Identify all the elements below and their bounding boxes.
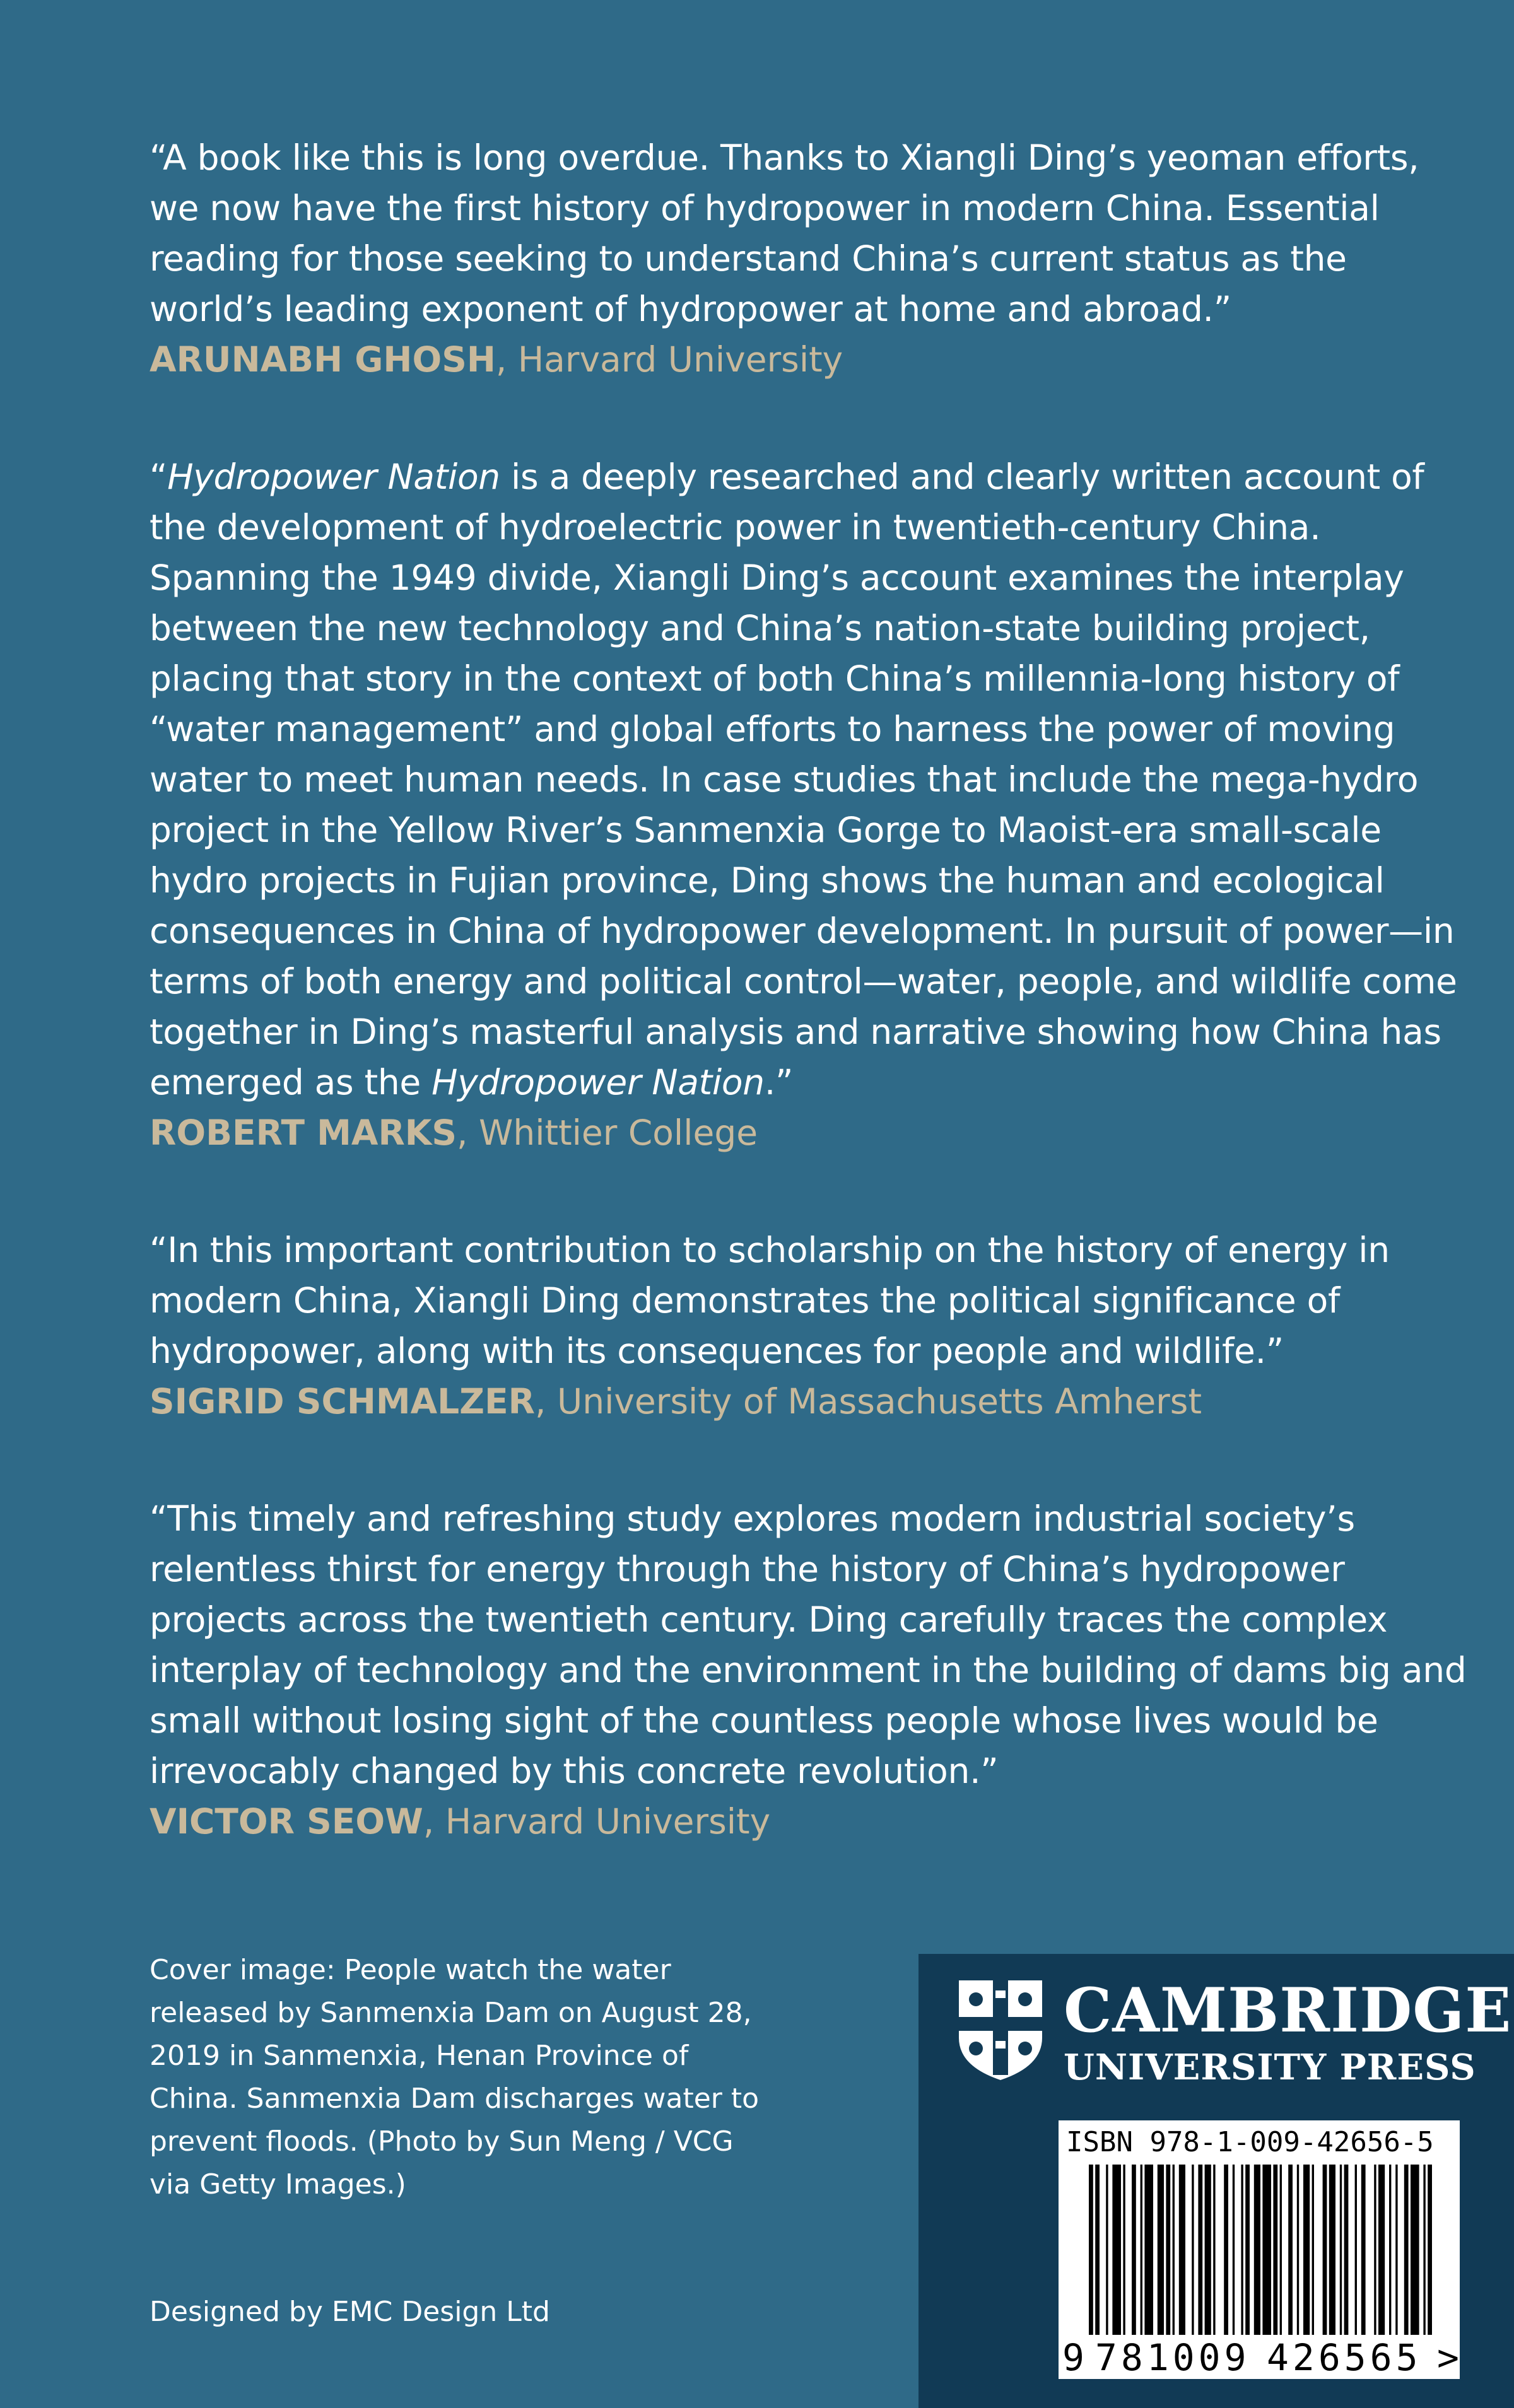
reviews-section [150,132,1474,1914]
review-quote: “In this important contribution to scholarship on the history of energy in modern China, Xiangli Ding demonstrates the political significance of hydropower, along with its consequences for people and wildlife.” [150,1230,1390,1371]
barcode-bar [1144,2165,1153,2335]
reviewer-name: SIGRID SCHMALZER [150,1381,535,1422]
review-quote: “A book like this is long overdue. Thanks to Xiangli Ding’s yeoman efforts, we now have the first history of hydropower in modern China. Essential reading for those seeking to understand China’s current status as the world’s leading exponent of hydropower at home and abroad.” [150,137,1419,329]
reviewer-affiliation: , Whittier College [457,1113,758,1153]
barcode-bar [1340,2165,1342,2335]
barcode-bar [1224,2165,1228,2335]
barcode-bar [1344,2165,1349,2335]
barcode-graphic [1059,2120,1460,2379]
book-title: Hydropower Nation [431,1062,765,1102]
barcode-bar [1280,2165,1282,2335]
barcode-bar [1355,2165,1357,2335]
reviewer-affiliation: , Harvard University [495,339,843,380]
barcode-trail-mark: > [1437,2336,1459,2379]
barcode-bar [1166,2165,1170,2335]
quote-close: .” [764,1062,794,1102]
review-quote: “This timely and refreshing study explores modern industrial society’s relentless thirst for energy through the history of China’s hydropower projects across the twentieth century. Ding carefully traces the complex interplay of technology and the environment in the building of dams big and small without losing sight of the countless people whose lives would be irrevocably changed by this concrete revolution.” [150,1499,1467,1791]
barcode-bar [1312,2165,1314,2335]
barcode-bar [1329,2165,1335,2335]
barcode-digit-lead: 9 [1062,2336,1084,2379]
university-crest-icon [956,1978,1045,2082]
barcode-bar [1297,2165,1299,2335]
barcode-bar [1361,2165,1366,2335]
review-2 [150,452,1474,1158]
barcode-bar [1262,2165,1271,2335]
barcode-digits-left: 781009 [1095,2336,1250,2379]
book-title: Hydropower Nation [167,457,500,497]
barcode-bar [1233,2165,1235,2335]
reviewer-affiliation: , Harvard University [423,1801,771,1842]
publisher-panel [918,1954,1514,2408]
barcode-bar [1254,2165,1260,2335]
barcode-bar [1411,2165,1419,2335]
barcode-bar [1428,2165,1432,2335]
quote-open: “ [150,457,168,497]
quote-body: is a deeply researched and clearly written account of the development of hydroelectric power in twentieth-century China. Spanning the 1949 divide, Xiangli Ding’s account examines the interplay between the new technology and China’s nation-state building project, placing that story in the context of both China’s millennia-long history of “water management” and global efforts to harness the power of moving water to meet human needs. In case studies that include the mega-hydro project in the Yellow River’s Sanmenxia Gorge to Maoist-era small-scale hydro projects in Fujian province, Ding shows the human and ecological consequences in China of hydropower development. In pursuit of power—in terms of both energy and political control—water, people, and wildlife come together in Ding’s masterful analysis and narrative showing how China has emerged as the [150,457,1457,1102]
barcode-bar [1423,2165,1425,2335]
barcode-bar [1273,2165,1277,2335]
barcode-bar [1112,2165,1121,2335]
barcode-bars [1089,2165,1432,2335]
review-attribution [150,1108,1474,1158]
barcode-bar [1158,2165,1164,2335]
review-4 [150,1493,1474,1847]
reviewer-name: ROBERT MARKS [150,1113,457,1153]
cover-image-credit: Cover image: People watch the water released by Sanmenxia Dam on August 28, 2019 in Sanmenxia, Henan Province of China. Sanmenxia Dam discharges water to prevent floods. (Photo by Sun Meng / VCG via Getty Images.) [150,1954,760,2201]
barcode-bar [1123,2165,1125,2335]
barcode-bar [1395,2165,1397,2335]
barcode-bar [1288,2165,1293,2335]
isbn-barcode [1059,2120,1460,2379]
reviewer-affiliation: , University of Massachusetts Amherst [535,1381,1202,1422]
barcode-bar [1192,2165,1194,2335]
publisher-name-line2: UNIVERSITY PRESS [1064,2047,1476,2088]
barcode-bar [1404,2165,1409,2335]
barcode-bar [1241,2165,1243,2335]
review-quote [150,452,1474,1108]
barcode-bar [1089,2165,1093,2335]
review-attribution [150,334,1474,385]
isbn-label: ISBN 978-1-009-42656-5 [1066,2126,1434,2158]
barcode-bar [1378,2165,1385,2335]
barcode-bar [1132,2165,1136,2335]
barcode-bar [1179,2165,1185,2335]
barcode-bar [1106,2165,1108,2335]
reviewer-name: ARUNABH GHOSH [150,339,496,380]
barcode-bar [1245,2165,1250,2335]
review-1 [150,132,1474,385]
publisher-name-line1: CAMBRIDGE [1064,1975,1512,2046]
review-3 [150,1225,1474,1427]
publisher-name [1064,1975,1512,2088]
barcode-bar [1213,2165,1215,2335]
barcode-bar [1303,2165,1310,2335]
barcode-bar [1323,2165,1327,2335]
barcode-bar [1095,2165,1100,2335]
reviewer-name: VICTOR SEOW [150,1801,423,1842]
barcode-digits-right: 426565 [1267,2336,1422,2379]
barcode-bar [1141,2165,1142,2335]
barcode-bar [1205,2165,1211,2335]
review-attribution [150,1796,1474,1847]
barcode-bar [1374,2165,1376,2335]
barcode-bar [1173,2165,1175,2335]
designer-credit: Designed by EMC Design Ltd [150,2296,550,2328]
review-attribution [150,1376,1474,1427]
barcode-bar [1389,2165,1391,2335]
barcode-bar [1198,2165,1202,2335]
